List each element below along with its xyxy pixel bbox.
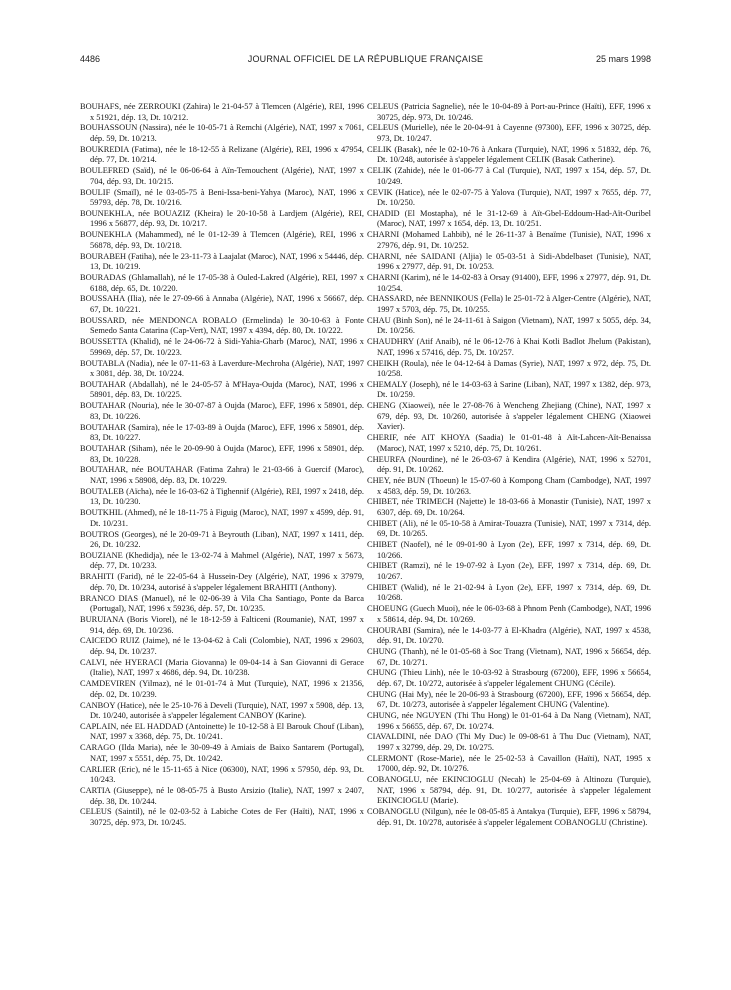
list-item: BOUNEKHLA, née BOUAZIZ (Kheira) le 20-10-58 à Lardjem (Algérie), REI, 1996 x 56877, dép. 93, Dt. 10/217. bbox=[80, 208, 364, 229]
list-item: CHADID (El Mostapha), né le 31-12-69 à Aït-Gbel-Eddoum-Had-Aït-Ouribel (Maroc), NAT, 1997 x 1654, dép. 13, Dt. 10/251. bbox=[367, 208, 651, 229]
list-item: CARTIA (Giuseppe), né le 08-05-75 à Busto Arsizio (Italie), NAT, 1997 x 2407, dép. 38, Dt. 10/244. bbox=[80, 786, 364, 806]
list-item: BOUHAFS, née ZERROUKI (Zahira) le 21-04-57 à Tlemcen (Algérie), REI, 1996 x 51921, dép. 13, Dt. 10/212. bbox=[80, 102, 364, 122]
list-item: BOUTAHAR (Siham), née le 20-09-90 à Oujda (Maroc), EFF, 1996 x 58901, dép. 83, Dt. 10/228. bbox=[80, 444, 364, 464]
list-item: CHASSARD, née BENNIKOUS (Fella) le 25-01-72 à Alger-Centre (Algérie), NAT, 1997 x 5703, dép. 75, Dt. 10/255. bbox=[367, 294, 651, 314]
list-item: CHARNI, née SAIDANI (Aljia) le 05-03-51 à Sidi-Abdelbaset (Tunisie), NAT, 1996 x 27977, dép. 91, Dt. 10/253. bbox=[367, 251, 651, 272]
list-item: CHIBET (Naofel), né le 09-01-90 à Lyon (2e), EFF, 1997 x 7314, dép. 69, Dt. 10/266. bbox=[367, 540, 651, 560]
list-item: CHEMALY (Joseph), né le 14-03-63 à Sarine (Liban), NAT, 1997 x 1382, dép. 973, Dt. 10/259. bbox=[367, 379, 651, 400]
list-item: CHENG (Xiaowei), née le 27-08-76 à Wencheng Zhejiang (Chine), NAT, 1997 x 679, dép. 93, Dt. 10/260, autorisée à s'appeler légalement CHENG (Xiaowei Xavier). bbox=[367, 401, 651, 432]
journal-title: JOURNAL OFFICIEL DE LA RÉPUBLIQUE FRANÇAISE bbox=[247, 54, 484, 64]
list-item: BOUTABLA (Nadia), née le 07-11-63 à Laverdure-Mechroha (Algérie), NAT, 1997 x 3081, dép. 38, Dt. 10/224. bbox=[80, 358, 364, 379]
list-item: BURUIANA (Boris Viorel), né le 18-12-59 à Falticeni (Roumanie), NAT, 1997 x 914, dép. 69, Dt. 10/236. bbox=[80, 615, 364, 635]
list-item: CHAU (Binh Son), né le 24-11-61 à Saigon (Vietnam), NAT, 1997 x 5055, dép. 34, Dt. 10/256. bbox=[367, 315, 651, 336]
list-item: BOUHASSOUN (Nassira), née le 10-05-71 à Remchi (Algérie), NAT, 1997 x 7061, dép. 59, Dt. 10/213. bbox=[80, 123, 364, 143]
list-item: CHARNI (Karim), né le 14-02-83 à Orsay (91400), EFF, 1996 x 27977, dép. 91, Dt. 10/254. bbox=[367, 273, 651, 293]
list-item: CELEUS (Patricia Sagnelie), née le 10-04-89 à Port-au-Prince (Haïti), EFF, 1996 x 30725, dép. 973, Dt. 10/246. bbox=[367, 102, 651, 122]
list-item: CHUNG (Thieu Linh), née le 10-03-92 à Strasbourg (67200), EFF, 1996 x 56654, dép. 67, Dt. 10/272, autorisée à s'appeler légalement CHUNG (Cécile). bbox=[367, 668, 651, 688]
list-item: BOUSSAHA (Ilia), née le 27-09-66 à Annaba (Algérie), NAT, 1996 x 56667, dép. 67, Dt. 10/221. bbox=[80, 294, 364, 314]
list-item: CELEUS (Murielle), née le 20-04-91 à Cayenne (97300), EFF, 1996 x 30725, dép. 973, Dt. 10/247. bbox=[367, 123, 651, 143]
list-item: BOUTAHAR (Abdallah), né le 24-05-57 à M'Haya-Oujda (Maroc), NAT, 1996 x 58901, dép. 83, Dt. 10/225. bbox=[80, 379, 364, 400]
list-item: CHIBET, née TRIMECH (Najette) le 18-03-66 à Monastir (Tunisie), NAT, 1997 x 6307, dép. 69, Dt. 10/264. bbox=[367, 497, 651, 517]
list-item: CHIBET (Ali), né le 05-10-58 à Amirat-Touazra (Tunisie), NAT, 1997 x 7314, dép. 69, Dt. 10/265. bbox=[367, 518, 651, 539]
list-item: CELIK (Basak), née le 02-10-76 à Ankara (Turquie), NAT, 1996 x 51832, dép. 76, Dt. 10/248, autorisée à s'appeler légalement CELIK (Basak Catherine). bbox=[367, 144, 651, 165]
list-item: BRANCO DIAS (Manuel), né le 02-06-39 à Vila Cha Santiago, Ponte da Barca (Portugal), NAT, 1996 x 59236, dép. 57, Dt. 10/235. bbox=[80, 593, 364, 614]
list-item: BOULEFRED (Saïd), né le 06-06-64 à Aïn-Temouchent (Algérie), NAT, 1997 x 704, dép. 93, Dt. 10/215. bbox=[80, 166, 364, 186]
list-item: COBANOGLU, née EKINCIOGLU (Necah) le 25-04-69 à Altinozu (Turquie), NAT, 1996 x 58794, dép. 91, Dt. 10/277, autorisée à s'appeler légalement EKINCIOGLU (Marie). bbox=[367, 775, 651, 806]
list-item: BOULIF (Smaïl), né le 03-05-75 à Beni-Issa-beni-Yahya (Maroc), NAT, 1996 x 59793, dép. 78, Dt. 10/216. bbox=[80, 187, 364, 208]
list-item: CAMDEVIREN (Yilmaz), né le 01-01-74 à Mut (Turquie), NAT, 1996 x 21356, dép. 02, Dt. 10/239. bbox=[80, 679, 364, 699]
issue-date: 25 mars 1998 bbox=[595, 54, 651, 64]
list-item: BOUTAHAR (Nouria), née le 30-07-87 à Oujda (Maroc), EFF, 1996 x 58901, dép. 83, Dt. 10/226. bbox=[80, 401, 364, 421]
list-item: BOUNEKHLA (Mahammed), né le 01-12-39 à Tlemcen (Algérie), REI, 1996 x 56878, dép. 93, Dt. 10/218. bbox=[80, 230, 364, 250]
list-item: BOUSSETTA (Khalid), né le 24-06-72 à Sidi-Yahia-Gharb (Maroc), NAT, 1996 x 59969, dép. 57, Dt. 10/223. bbox=[80, 337, 364, 357]
list-item: CAPLAIN, née EL HADDAD (Antoinette) le 10-12-58 à El Barouk Chouf (Liban), NAT, 1997 x 3368, dép. 75, Dt. 10/241. bbox=[80, 721, 364, 742]
list-item: CHERIF, née AIT KHOYA (Saadia) le 01-01-48 à Aït-Lahcen-Aït-Benaissa (Maroc), NAT, 1997 x 5210, dép. 75, Dt. 10/261. bbox=[367, 433, 651, 453]
page-number: 4486 bbox=[80, 54, 101, 64]
list-item: CHOURABI (Samira), née le 14-03-77 à El-Khadra (Algérie), NAT, 1997 x 4538, dép. 91, Dt. 10/270. bbox=[367, 625, 651, 646]
list-item: CHUNG (Thanh), né le 01-05-68 à Soc Trang (Vietnam), NAT, 1996 x 56654, dép. 67, Dt. 10/271. bbox=[367, 646, 651, 667]
list-item: CANBOY (Hatice), née le 25-10-76 à Develi (Turquie), NAT, 1997 x 5908, dép. 13, Dt. 10/240, autorisée à s'appeler légalement CANBOY (Karine). bbox=[80, 700, 364, 721]
list-item: BOUTKHIL (Ahmed), né le 18-11-75 à Figuig (Maroc), NAT, 1997 x 4599, dép. 91, Dt. 10/231. bbox=[80, 508, 364, 528]
list-item: BOUTAHAR (Samira), née le 17-03-89 à Oujda (Maroc), EFF, 1996 x 58901, dép. 83, Dt. 10/227. bbox=[80, 422, 364, 443]
list-item: BOUTROS (Georges), né le 20-09-71 à Beyrouth (Liban), NAT, 1997 x 1411, dép. 26, Dt. 10/232. bbox=[80, 529, 364, 550]
list-item: CELEUS (Saintil), né le 02-03-52 à Labiche Cotes de Fer (Haïti), NAT, 1996 x 30725, dép. 973, Dt. 10/245. bbox=[80, 807, 364, 827]
list-item: CEVIK (Hatice), née le 02-07-75 à Yalova (Turquie), NAT, 1997 x 7655, dép. 77, Dt. 10/250. bbox=[367, 187, 651, 208]
list-item: CHUNG (Hai My), née le 20-06-93 à Strasbourg (67200), EFF, 1996 x 56654, dép. 67, Dt. 10/273, autorisée à s'appeler légalement CHUNG (Valentine). bbox=[367, 689, 651, 710]
left-column bbox=[80, 102, 364, 829]
list-item: CHIBET (Walid), né le 21-02-94 à Lyon (2e), EFF, 1997 x 7314, dép. 69, Dt. 10/268. bbox=[367, 582, 651, 603]
list-item: CHEY, née BUN (Thoeun) le 15-07-60 à Kompong Cham (Cambodge), NAT, 1997 x 4583, dép. 59, Dt. 10/263. bbox=[367, 475, 651, 496]
list-item: CHEURFA (Nourdine), né le 26-03-67 à Kendira (Algérie), NAT, 1996 x 52701, dép. 91, Dt. 10/262. bbox=[367, 454, 651, 475]
list-item: CHARNI (Mohamed Lahbib), né le 26-11-37 à Benaïme (Tunisie), NAT, 1996 x 27976, dép. 91, Dt. 10/252. bbox=[367, 230, 651, 250]
list-item: COBANOGLU (Nilgun), née le 08-05-85 à Antakya (Turquie), EFF, 1996 x 58794, dép. 91, Dt. 10/278, autorisée à s'appeler légalement COBANOGLU (Christine). bbox=[367, 807, 651, 827]
list-item: CLERMONT (Rose-Marie), née le 25-02-53 à Cavaillon (Haïti), NAT, 1995 x 17000, dép. 92, Dt. 10/276. bbox=[367, 753, 651, 774]
list-item: CALVI, née HYERACI (Maria Giovanna) le 09-04-14 à San Giovanni di Gerace (Italie), NAT, 1997 x 4686, dép. 94, Dt. 10/238. bbox=[80, 657, 364, 678]
right-column bbox=[367, 102, 651, 829]
list-item: CHEIKH (Roula), née le 04-12-64 à Damas (Syrie), NAT, 1997 x 972, dép. 75, Dt. 10/258. bbox=[367, 358, 651, 379]
list-item: BOUSSARD, née MENDONCA ROBALO (Ermelinda) le 30-10-63 à Fonte Semedo Santa Catarina (Cap-Vert), NAT, 1997 x 4394, dép. 80, Dt. 10/222. bbox=[80, 315, 364, 336]
list-item: CARAGO (Ilda Maria), née le 30-09-49 à Amiais de Baixo Santarem (Portugal), NAT, 1997 x 5551, dép. 75, Dt. 10/242. bbox=[80, 743, 364, 763]
list-item: BOUTAHAR, née BOUTAHAR (Fatima Zahra) le 21-03-66 à Guercif (Maroc), NAT, 1996 x 58908, dép. 83, Dt. 10/229. bbox=[80, 465, 364, 485]
list-item: BOURADAS (Ghlamallah), né le 17-05-38 à Ouled-Lakred (Algérie), REI, 1997 x 6188, dép. 65, Dt. 10/220. bbox=[80, 273, 364, 293]
list-item: CAICEDO RUIZ (Jaime), né le 13-04-62 à Cali (Colombie), NAT, 1996 x 29603, dép. 94, Dt. 10/237. bbox=[80, 636, 364, 656]
list-item: CIAVALDINI, née DAO (Thi My Duc) le 09-08-61 à Thu Duc (Vietnam), NAT, 1997 x 32799, dép. 29, Dt. 10/275. bbox=[367, 732, 651, 753]
list-item: BRAHITI (Farid), né le 22-05-64 à Hussein-Dey (Algérie), NAT, 1996 x 37979, dép. 70, Dt. 10/234, autorisé à s'appeler légalement BRAHITI (Anthony). bbox=[80, 572, 364, 592]
list-item: BOUZIANE (Khedidja), née le 13-02-74 à Mahmel (Algérie), NAT, 1997 x 5673, dép. 77, Dt. 10/233. bbox=[80, 550, 364, 571]
list-item: BOUTALEB (Aïcha), née le 16-03-62 à Tighennif (Algérie), REI, 1997 x 2418, dép. 13, Dt. 10/230. bbox=[80, 486, 364, 507]
list-item: CHAUDHRY (Atif Anaib), né le 06-12-76 à Khai Kotli Badlot Jhelum (Pakistan), NAT, 1996 x 57416, dép. 75, Dt. 10/257. bbox=[367, 337, 651, 357]
list-item: CELIK (Zahide), née le 01-06-77 à Cal (Turquie), NAT, 1997 x 154, dép. 57, Dt. 10/249. bbox=[367, 166, 651, 186]
list-item: CHUNG, née NGUYEN (Thi Thu Hong) le 01-01-64 à Da Nang (Vietnam), NAT, 1996 x 56655, dép. 67, Dt. 10/274. bbox=[367, 711, 651, 731]
list-item: BOUKREDIA (Fatima), née le 18-12-55 à Relizane (Algérie), REI, 1996 x 47954, dép. 77, Dt. 10/214. bbox=[80, 144, 364, 165]
page-header bbox=[80, 54, 651, 68]
list-item: BOURABEH (Fatiha), née le 23-11-73 à Laajalat (Maroc), NAT, 1996 x 54446, dép. 13, Dt. 10/219. bbox=[80, 251, 364, 272]
list-item: CHIBET (Ramzi), né le 19-07-92 à Lyon (2e), EFF, 1997 x 7314, dép. 69, Dt. 10/267. bbox=[367, 561, 651, 582]
list-item: CARLIER (Eric), né le 15-11-65 à Nice (06300), NAT, 1996 x 57950, dép. 93, Dt. 10/243. bbox=[80, 764, 364, 785]
list-item: CHOEUNG (Guech Muoi), née le 06-03-68 à Phnom Penh (Cambodge), NAT, 1996 x 58614, dép. 94, Dt. 10/269. bbox=[367, 604, 651, 624]
